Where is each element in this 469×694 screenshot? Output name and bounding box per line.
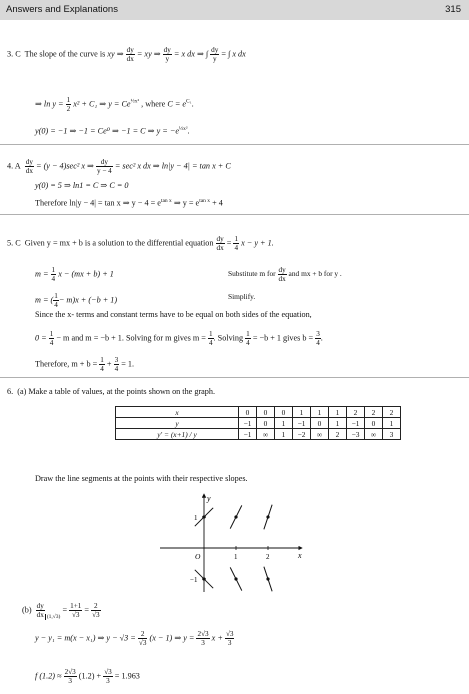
table-cell: ∞ [365, 429, 383, 440]
table-header-cell: y′ = (x+1) / y [116, 429, 239, 440]
p6-frac: $\frac{2√3}{3}$ [64, 668, 76, 685]
p3-frac: $\frac{dy}{dx}$ [126, 46, 134, 63]
p5-eq: − m)x + (−b + 1) [58, 295, 118, 305]
p4-eq: = sec² x dx ⇒ ln|y − 4| = tan x + C [114, 161, 231, 171]
p6-frac: $\frac{1+1}{√3}$ [70, 602, 82, 619]
p5-eq: = −b + 1 gives b = [252, 333, 314, 343]
p6-draw-text: Draw the line segments at the points with their respective slopes. [35, 474, 248, 483]
p3-frac: $\frac{1}{2}$ [66, 96, 71, 113]
p3-eq: = xy [136, 49, 152, 59]
p6-eq: = [62, 605, 68, 615]
p3-frac: $\frac{dy}{y}$ [163, 46, 171, 63]
slope-point [266, 515, 269, 518]
p5-eq: . [320, 333, 323, 343]
p6-part-label: (b) [22, 605, 32, 615]
p4-exp: tan x [160, 198, 172, 204]
p3-answer: C [15, 49, 21, 59]
table-cell: ∞ [257, 429, 275, 440]
separator [0, 214, 469, 215]
p6-eq: (1.2) + [78, 671, 102, 681]
p5-line1 [7, 235, 274, 252]
p3-line3: y(0) = −1 ⇒ −1 = Ce⁰ ⇒ −1 = C ⇒ $y = -e^{\frac{1}{2}x^2}$. [35, 126, 190, 136]
tick-label: 1 [234, 553, 238, 561]
table-cell: −1 [239, 418, 257, 429]
table-header-cell: y [116, 418, 239, 429]
table-cell: −3 [347, 429, 365, 440]
origin-label: O [195, 552, 201, 561]
table-cell: 1 [275, 418, 293, 429]
slope-point [234, 577, 237, 580]
p5-eq: m = ( [35, 295, 54, 305]
p5-frac: $\frac{dy}{dx}$ [216, 235, 224, 252]
table-cell: 0 [257, 418, 275, 429]
p5-line5 [35, 330, 323, 347]
table-cell: ∞ [311, 429, 329, 440]
p5-eq: . Solving [213, 333, 244, 343]
table-cell: 1 [329, 418, 347, 429]
header-title: Answers and Explanations [6, 4, 118, 15]
p4-frac: $\frac{dy}{y - 4}$ [96, 158, 112, 175]
table-cell: 1 [383, 418, 401, 429]
table-cell: −1 [293, 418, 311, 429]
p5-line2 [35, 266, 114, 283]
p5-eq: Therefore, m + b = [35, 359, 98, 369]
p3-eq: y = Ce [108, 99, 131, 109]
table-cell: 1 [293, 407, 311, 418]
p4-answer: A [14, 161, 21, 171]
p3-eq: C = e [167, 99, 187, 109]
p3-line2: ⇒ ln y = $\frac{1}{2}$ x² + C₁ ⇒ $y = Ce^{\frac{1}{2}x^2}$ , where $C = e^{C_1}$. [35, 96, 194, 113]
p5-eq: 0 = [35, 333, 47, 343]
p5-answer: C [15, 238, 21, 248]
p4-number: 4. [7, 161, 14, 171]
p5-number: 5. [7, 238, 14, 248]
p5-frac: $\frac{3}{4}$ [316, 330, 320, 347]
p3-eq: x dx [232, 49, 246, 59]
p3-number: 3. [7, 49, 14, 59]
p6-eq: x + [211, 633, 223, 643]
p3-line1: 3. C The slope of the curve is xy ⇒ $\frac{dy}{dx}$ = xy ⇒ $\frac{dy}{y}$ = x dx ⇒ ∫ $\frac{dy}{y}$ = ∫ x dx [7, 46, 246, 63]
p3-eq: ln y = [43, 99, 64, 109]
slope-point [266, 577, 269, 580]
table-row [116, 429, 401, 440]
p6-frac: $\frac{2}{√3}$ [138, 630, 147, 647]
tick-label: 1 [194, 514, 198, 522]
table-cell: −1 [239, 429, 257, 440]
separator [0, 377, 469, 378]
p5-eq: − m and m = −b + 1. Solving for m gives m = [56, 333, 206, 343]
p4-line2 [35, 181, 129, 191]
p6-line-b2 [35, 630, 234, 647]
p4-eq: ⇒ y = e [171, 198, 200, 208]
separator [0, 144, 469, 145]
table-cell: 0 [311, 418, 329, 429]
page-header [0, 0, 469, 20]
p6-eval-point: (1,√3) [46, 614, 61, 621]
p5-frac: $\frac{1}{4}$ [51, 266, 56, 283]
p3-exp: ½x² [179, 126, 188, 132]
slope-point [234, 515, 237, 518]
table-cell: 0 [239, 407, 257, 418]
page-number: 315 [445, 4, 461, 15]
p5-line4: Since the x- terms and constant terms have to be equal on both sides of the equation, [35, 310, 312, 319]
table-cell: −2 [293, 429, 311, 440]
p6-frac: $\frac{2√3}{3}$ [197, 630, 209, 647]
p6-eq: = [84, 605, 90, 615]
p5-eq: m = [35, 269, 49, 279]
p5-note: Substitute m for [228, 269, 276, 279]
slope-point [202, 577, 205, 580]
table-cell: 0 [275, 407, 293, 418]
p4-eq: Therefore ln|y − 4| = tan x ⇒ y − 4 = e [35, 198, 161, 208]
table-cell: 3 [383, 429, 401, 440]
p6-frac: $\frac{dy}{dx}$ [36, 602, 44, 619]
p5-frac: $\frac{1}{4}$ [208, 330, 213, 347]
p5-frac: $\frac{1}{4}$ [246, 330, 250, 347]
p6-number: 6. [7, 387, 14, 396]
p3-text: , where [141, 99, 166, 109]
p3-exp: C₁ [186, 98, 192, 105]
y-axis-label: y [207, 494, 211, 503]
slope-point [202, 515, 205, 518]
p4-eq: y(0) = 5 ⇒ ln1 = C ⇒ C = 0 [35, 181, 129, 190]
tick-label: −1 [190, 576, 198, 584]
p6-frac: $\frac{2}{√3}$ [92, 602, 100, 619]
table-cell: 1 [329, 407, 347, 418]
p3-text: . [191, 99, 194, 109]
p5-text: Given y = mx + b is a solution to the differential equation [24, 238, 214, 248]
p5-frac: $\frac{1}{4}$ [100, 356, 104, 373]
p3-eq: xy [107, 49, 115, 59]
p5-eq: + [106, 359, 112, 369]
table-cell: 0 [257, 407, 275, 418]
p3-eq: = x dx [173, 49, 195, 59]
slope-field-graph [160, 492, 310, 594]
p4-line3 [35, 196, 223, 209]
p6-eq: f (1.2) ≈ [35, 671, 62, 681]
p4-exp: tan x [199, 198, 211, 204]
table-cell: 2 [329, 429, 347, 440]
table-header-cell: x [116, 407, 239, 418]
p5-eq: x − (mx + b) + 1 [58, 269, 114, 279]
p5-line3 [35, 292, 117, 309]
table-cell: 2 [347, 407, 365, 418]
p5-note: and mx + b for y . [288, 269, 342, 279]
p5-line6 [35, 356, 134, 373]
p6-line-a [7, 387, 215, 397]
p5-frac: $\frac{1}{4}$ [49, 330, 54, 347]
table-row [116, 407, 401, 418]
table-cell: 2 [383, 407, 401, 418]
p6-eq: y − y₁ = m(x − x₁) ⇒ y − √3 = [35, 633, 136, 643]
p5-eq: x − y + 1. [241, 238, 274, 248]
table-cell: 1 [275, 429, 293, 440]
p4-frac: $\frac{dy}{dx}$ [25, 158, 33, 175]
p6-line-b [22, 602, 101, 622]
p6-text: (a) Make a table of values, at the points shown on the graph. [17, 387, 216, 396]
p3-exp: ½x² [130, 98, 140, 105]
p6-eq: (x − 1) ⇒ y = [149, 633, 195, 643]
table-cell: −1 [347, 418, 365, 429]
p5-eq: = 1. [121, 359, 135, 369]
table-cell: 1 [311, 407, 329, 418]
p4-line1: 4. A $\frac{dy}{dx}$ = (y − 4)sec² x ⇒ $\frac{dy}{y - 4}$ = sec² x dx ⇒ ln|y − 4| = tan x + C [7, 158, 231, 175]
table-row [116, 418, 401, 429]
p5-frac: $\frac{3}{4}$ [114, 356, 119, 373]
p5-note1 [228, 266, 342, 283]
p5-eq: = [226, 238, 232, 248]
table-cell: 0 [365, 418, 383, 429]
p5-frac: $\frac{dy}{dx}$ [278, 266, 286, 283]
x-axis-label: x [298, 551, 302, 560]
p5-frac: $\frac{1}{4}$ [54, 292, 58, 309]
table-cell: 2 [365, 407, 383, 418]
p4-eq: + 4 [210, 198, 223, 208]
values-table [115, 406, 401, 440]
p6-frac: $\frac{√3}{3}$ [104, 668, 112, 685]
p5-note2: Simplify. [228, 292, 256, 301]
p3-frac: $\frac{dy}{y}$ [211, 46, 219, 63]
p5-frac: $\frac{1}{4}$ [234, 235, 239, 252]
tick-label: 2 [266, 553, 270, 561]
p6-line-b3 [35, 668, 140, 685]
p3-eq: x² + C₁ [73, 99, 98, 109]
p3-eq: y(0) = −1 ⇒ −1 = Ce⁰ ⇒ −1 = C ⇒ y = −e [35, 126, 180, 136]
p3-text: The slope of the curve is [24, 49, 106, 59]
p6-frac: $\frac{√3}{3}$ [225, 630, 234, 647]
p4-eq: = (y − 4)sec² x [36, 161, 85, 171]
p6-eq: = 1.963 [114, 671, 140, 681]
